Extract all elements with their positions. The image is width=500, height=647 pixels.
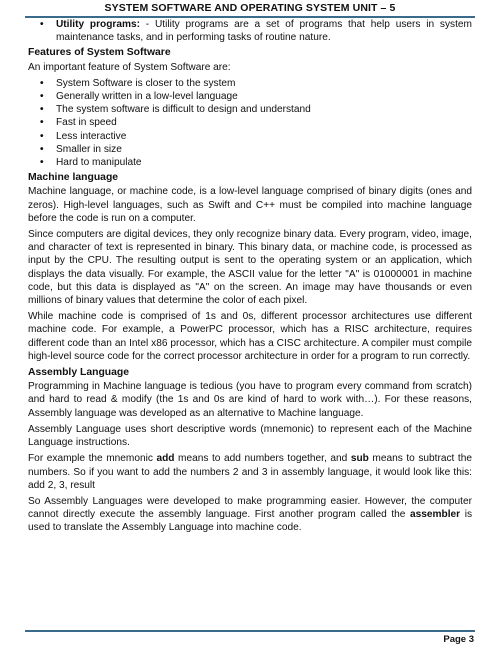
page-number: Page 3 [443,634,474,645]
features-heading: Features of System Software [28,47,171,59]
assembly-paragraph [28,495,472,535]
machine-language-heading: Machine language [28,172,119,184]
features-list [28,77,472,169]
text-run: is used to translate the Assembly Language into machine code. [28,509,473,534]
utility-text: - Utility programs are a set of programs that help users in system maintenance tasks, and in performing tasks of routine nature. [56,19,472,44]
list-item: • Smaller in size [56,143,472,156]
footer-rule [25,630,475,632]
mnemonic-sub: sub [350,453,369,465]
text-run: means to subtract the numbers. So if you want to add the numbers 2 and 3 in assembly language, it would look like this: add 2, 3, result [28,453,472,491]
machine-paragraph: Machine language, or machine code, is a low-level language comprised of binary digits (ones and zeros). High-level languages, such as Swift and C++ must be compiled into machine language before the code is run on a computer. [28,186,472,224]
list-item: • The system software is difficult to design and understand [56,103,472,116]
text-run: So Assembly Languages were developed to make programming easier. However, the computer cannot directly execute the assembly language. First another program called the [28,495,472,521]
mnemonic-add: add [156,453,175,465]
list-item: • System Software is closer to the system [56,77,472,90]
text-run: means to add numbers together, and [174,453,351,465]
machine-paragraph: Since computers are digital devices, they only recognize binary data. Every program, video, image, and character of text is represented in binary. This binary data, or machine code, is processed as input by the CPU. The resulting output is sent to the operating system or an application, which displays the data visually. For example, the ASCII value for the letter "A" is 01000001 in machine code, but this data is displayed as "A" on the screen. An image may have thousands or even millions of binary values that determine the color of each pixel. [28,229,472,307]
page-header-title: SYSTEM SOFTWARE AND OPERATING SYSTEM UNIT – 5 [104,2,396,14]
list-item: • Fast in speed [56,116,472,129]
list-item [56,18,472,44]
document-body [28,18,472,538]
utility-list [28,18,472,44]
assembly-language-heading: Assembly Language [28,367,130,379]
utility-term: Utility programs: [56,19,140,30]
assembler-term: assembler [410,509,461,521]
assembly-paragraph: Programming in Machine language is tedious (you have to program every command from scratch) and hard to read & modify (the 1s and 0s are kind of hard to work with…). For these reasons, Assembly language was developed as an alternative to Machine language. [28,381,472,419]
assembly-paragraph [28,452,472,492]
list-item: • Less interactive [56,130,472,143]
list-item: • Hard to manipulate [56,156,472,169]
text-run: For example the mnemonic [28,453,157,465]
features-intro: An important feature of System Software are: [28,61,231,73]
list-item: • Generally written in a low-level language [56,90,472,103]
assembly-paragraph: Assembly Language uses short descriptive words (mnemonic) to represent each of the Machine Language instructions. [28,423,472,449]
machine-paragraph: While machine code is comprised of 1s and 0s, different processor architectures use different machine code. For example, a PowerPC processor, which has a RISC architecture, requires different code than an Intel x86 processor, which has a CISC architecture. A compiler must compile high-level source code for the correct processor architecture in order for a program to run correctly. [28,311,472,362]
